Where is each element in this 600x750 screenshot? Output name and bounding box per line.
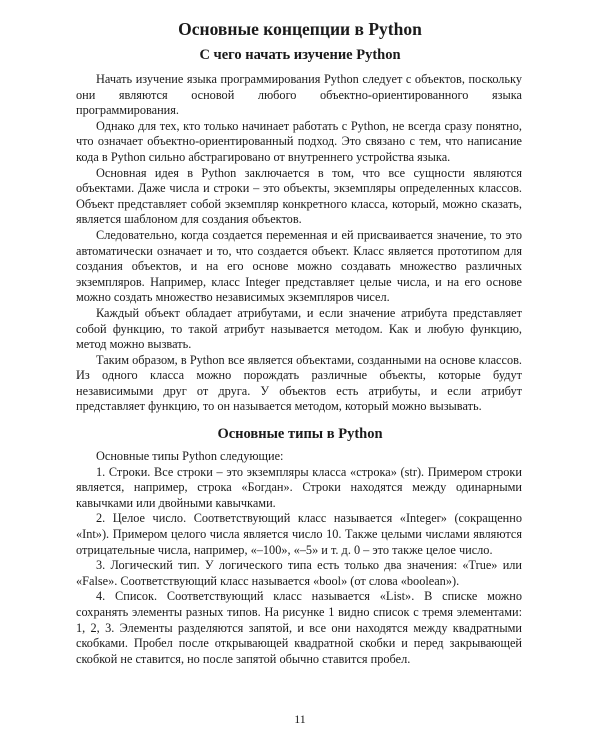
- section-getting-started-body: [76, 72, 522, 415]
- page-number: 11: [294, 712, 306, 726]
- list-item-paragraph: 1. Строки. Все строки – это экземпляры класса «строка» (str). Примером строки является, например, строка «Богдан». Строки находятся между одинарными кавычками или двойными кавычками.: [76, 464, 522, 510]
- paragraph: Следовательно, когда создается переменная и ей присваивается значение, то это автоматически означает и то, что создается объект. Класс является прототипом для создания объектов, и на его основе можно создавать множество различных экземпляров. Например, класс Integer представляет целые числа, и на его основе можно создать множество независимых экземпляров чисел.: [76, 227, 522, 305]
- paragraph: Таким образом, в Python все является объектами, созданными на основе классов. Из одного класса можно порождать различные объекты, которые будут независимыми друг от друга. У объектов есть атрибуты, и если атрибут представляет функцию, то он называется методом, который можно вызывать.: [76, 352, 522, 414]
- list-item-paragraph: 2. Целое число. Соответствующий класс называется «Integer» (сокращенно «Int»). Примером целого числа является число 10. Также целыми числами являются отрицательные числа, например, «–100», «–5» и т. д. 0 – это также целое число.: [76, 511, 522, 557]
- list-item-paragraph: 3. Логический тип. У логического типа есть только два значения: «True» или «False». Соответствующий класс называется «bool» (от слова «boolean»).: [76, 558, 522, 588]
- section-basic-types-body: [76, 449, 522, 667]
- paragraph: Основные типы Python следующие:: [96, 449, 284, 463]
- page-title: Основные концепции в Python: [178, 19, 422, 39]
- paragraph: Основная идея в Python заключается в том, что все сущности являются объектами. Даже числа и строки – это объекты, экземпляры определенных классов. Объект представляет собой экземпляр конкретного класса, который, можно сказать, является шаблоном для создания объектов.: [76, 165, 522, 227]
- paragraph: Однако для тех, кто только начинает работать с Python, не всегда сразу понятно, что означает объектно-ориентированный подход. Это связано с тем, что написание кода в Python сильно абстрагировано от внутреннего устройства языка.: [76, 118, 522, 164]
- section-heading-getting-started: С чего начать изучение Python: [199, 47, 401, 63]
- section-heading-basic-types: Основные типы в Python: [217, 426, 383, 442]
- list-item-paragraph: 4. Список. Соответствующий класс называется «List». В списке можно сохранять элементы разных типов. На рисунке 1 видно список с тремя элементами: 1, 2, 3. Элементы разделяются запятой, и все они находятся между квадратными скобками. Пробел после открывающей квадратной скобки и перед закрывающей скобкой не ставится, но после запятой обычно ставится пробел.: [76, 589, 522, 666]
- paragraph: Каждый объект обладает атрибутами, и если значение атрибута представляет собой функцию, то такой атрибут называется методом. Как и любую функцию, метод можно вызвать.: [76, 305, 522, 352]
- paragraph: Начать изучение языка программирования Python следует с объектов, поскольку они являются основой любого объектно-ориентированного языка программирования.: [76, 72, 522, 118]
